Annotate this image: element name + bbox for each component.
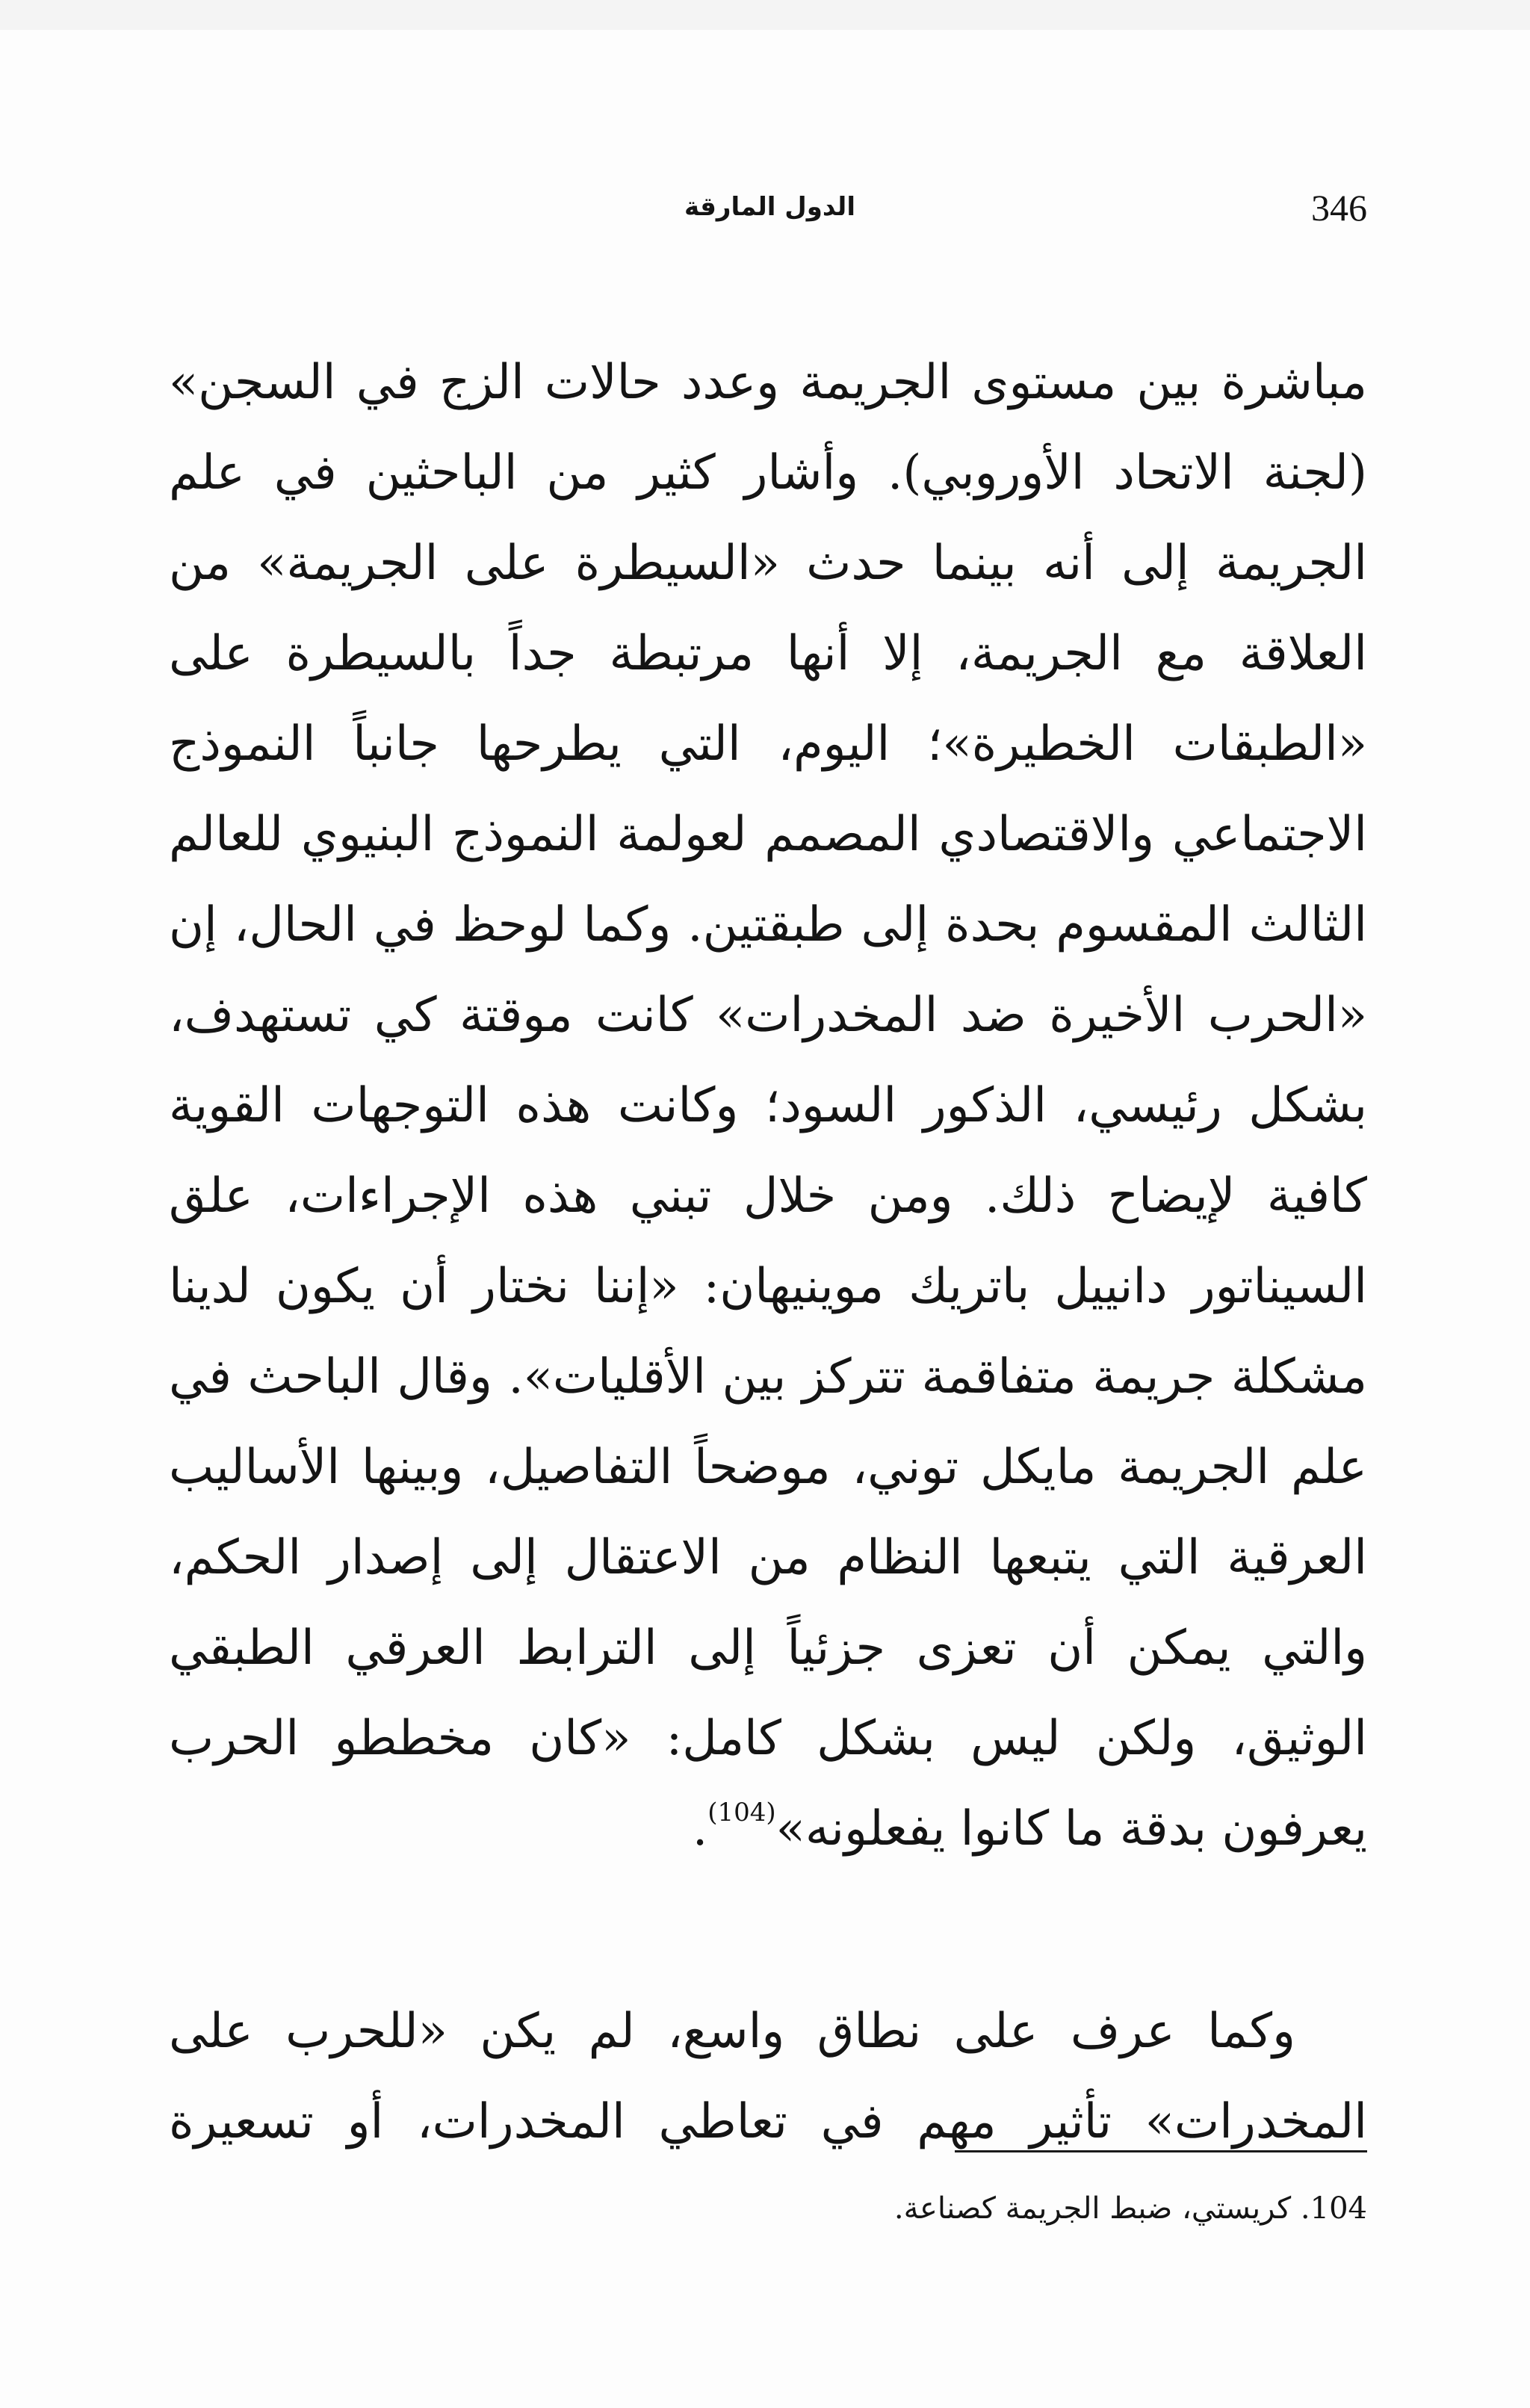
footnote-reference: (104)	[707, 1798, 776, 1827]
body-text	[169, 338, 1367, 2167]
paragraph-text: مباشرة بين مستوى الجريمة وعدد حالات الزج في السجن» (لجنة الاتحاد الأوروبي). وأشار كثير من الباحثين في علم الجريمة إلى أنه بينما حدث «السيطرة على الجريمة» من العلاقة مع الجريمة، إلا أنها مرتبطة جداً بالسيطرة على «الطبقات الخطيرة»؛ اليوم، التي يطرحها جانباً النموذج الاجتماعي والاقتصادي المصمم لعولمة النموذج البنيوي للعالم الثالث المقسوم بحدة إلى طبقتين. وكما لوحظ في الحال، إن «الحرب الأخيرة ضد المخدرات» كانت موقتة كي تستهدف، بشكل رئيسي، الذكور السود؛ وكانت هذه التوجهات القوية كافية لإيضاح ذلك. ومن خلال تبني هذه الإجراءات، علق السيناتور دانييل باتريك موينيهان: «إننا نختار أن يكون لدينا مشكلة جريمة متفاقمة تتركز بين الأقليات». وقال الباحث في علم الجريمة مايكل توني، موضحاً التفاصيل، وبينها الأساليب العرقية التي يتبعها النظام من الاعتقال إلى إصدار الحكم، والتي يمكن أن تعزى جزئياً إلى الترابط العرقي الطبقي الوثيق، ولكن ليس بشكل كامل: «كان مخططو الحرب يعرفون بدقة ما كانوا يفعلونه»	[169, 355, 1367, 1857]
running-title: الدول المارقة	[684, 192, 855, 222]
footnote-divider	[955, 2150, 1367, 2152]
page-number: 346	[1311, 187, 1367, 229]
page-top-edge	[0, 0, 1530, 30]
paragraph	[169, 338, 1367, 1875]
paragraph: وكما عرف على نطاق واسع، لم يكن «للحرب على المخدرات» تأثير مهم في تعاطي المخدرات، أو تسعيرة	[169, 2004, 1368, 2149]
page-header	[169, 185, 1367, 238]
paragraph-end: .	[692, 1801, 708, 1857]
footnote: 104. كريستي، ضبط الجريمة كصناعة.	[893, 2191, 1367, 2226]
